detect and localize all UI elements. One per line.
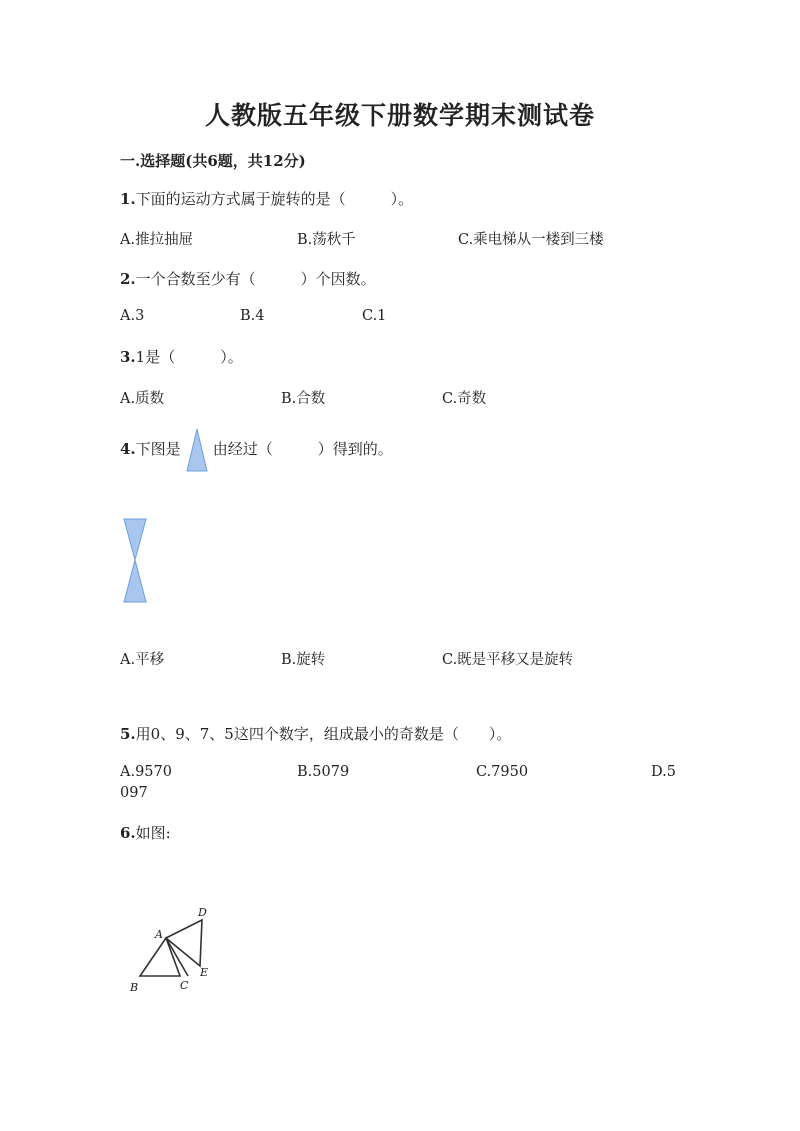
question-text-before: 下图是 — [135, 440, 181, 458]
question-number: 1. — [120, 190, 136, 208]
question-2 — [120, 268, 376, 289]
option-b[interactable]: B.5079 — [297, 764, 350, 780]
option-d-continuation: 097 — [120, 785, 148, 801]
option-b[interactable]: B.4 — [240, 308, 265, 324]
question-4-options — [120, 648, 680, 670]
option-b[interactable]: B.荡秋千 — [297, 232, 356, 248]
question-number: 6. — [120, 824, 136, 842]
label-a: A — [155, 928, 163, 941]
option-c[interactable]: C.乘电梯从一楼到三楼 — [458, 232, 604, 248]
question-number: 5. — [120, 725, 136, 743]
option-a[interactable]: A.平移 — [120, 652, 165, 668]
section-heading: 一.选择题(共6题，共12分) — [120, 152, 306, 170]
question-6 — [120, 822, 171, 843]
triangle-icon — [186, 428, 208, 472]
question-3 — [120, 346, 243, 367]
question-5-options-wrap — [120, 785, 680, 807]
question-5 — [120, 723, 511, 744]
question-text-after: 由经过（ ）得到的。 — [212, 440, 393, 458]
question-1-options — [120, 228, 680, 250]
segment-ae-extension — [166, 938, 188, 976]
option-b[interactable]: B.合数 — [281, 391, 326, 407]
option-a[interactable]: A.9570 — [120, 764, 172, 780]
question-3-options — [120, 387, 680, 409]
option-d[interactable]: D.5 — [651, 764, 676, 780]
triangle-rotation-figure — [124, 900, 220, 1010]
question-1 — [120, 188, 413, 209]
option-a[interactable]: A.3 — [120, 308, 145, 324]
question-text: 用0、9、7、5这四个数字，组成最小的奇数是（ ）。 — [135, 725, 512, 743]
option-a[interactable]: A.质数 — [120, 391, 165, 407]
question-text: 一个合数至少有（ ）个因数。 — [135, 270, 376, 288]
label-c: C — [180, 979, 189, 992]
label-d: D — [198, 906, 207, 919]
page-title: 人教版五年级下册数学期末测试卷 — [204, 101, 595, 130]
question-text: 如图: — [135, 824, 171, 842]
label-e: E — [200, 966, 209, 979]
option-c[interactable]: C.7950 — [476, 764, 529, 780]
option-b[interactable]: B.旋转 — [281, 652, 326, 668]
option-c[interactable]: C.既是平移又是旋转 — [442, 652, 574, 668]
question-number: 3. — [120, 348, 136, 366]
label-b: B — [130, 981, 139, 994]
question-4 — [120, 428, 393, 472]
hourglass-triangles-figure — [122, 517, 148, 605]
question-text: 下面的运动方式属于旋转的是（ ）。 — [135, 190, 414, 208]
question-number: 4. — [120, 440, 136, 458]
option-c[interactable]: C.奇数 — [442, 391, 487, 407]
question-5-options — [120, 764, 680, 786]
option-a[interactable]: A.推拉抽屉 — [120, 232, 194, 248]
triangle-ade — [166, 920, 202, 966]
question-number: 2. — [120, 270, 136, 288]
question-text: 1是（ ）。 — [135, 348, 243, 366]
option-c[interactable]: C.1 — [362, 308, 387, 324]
question-2-options — [120, 308, 680, 330]
